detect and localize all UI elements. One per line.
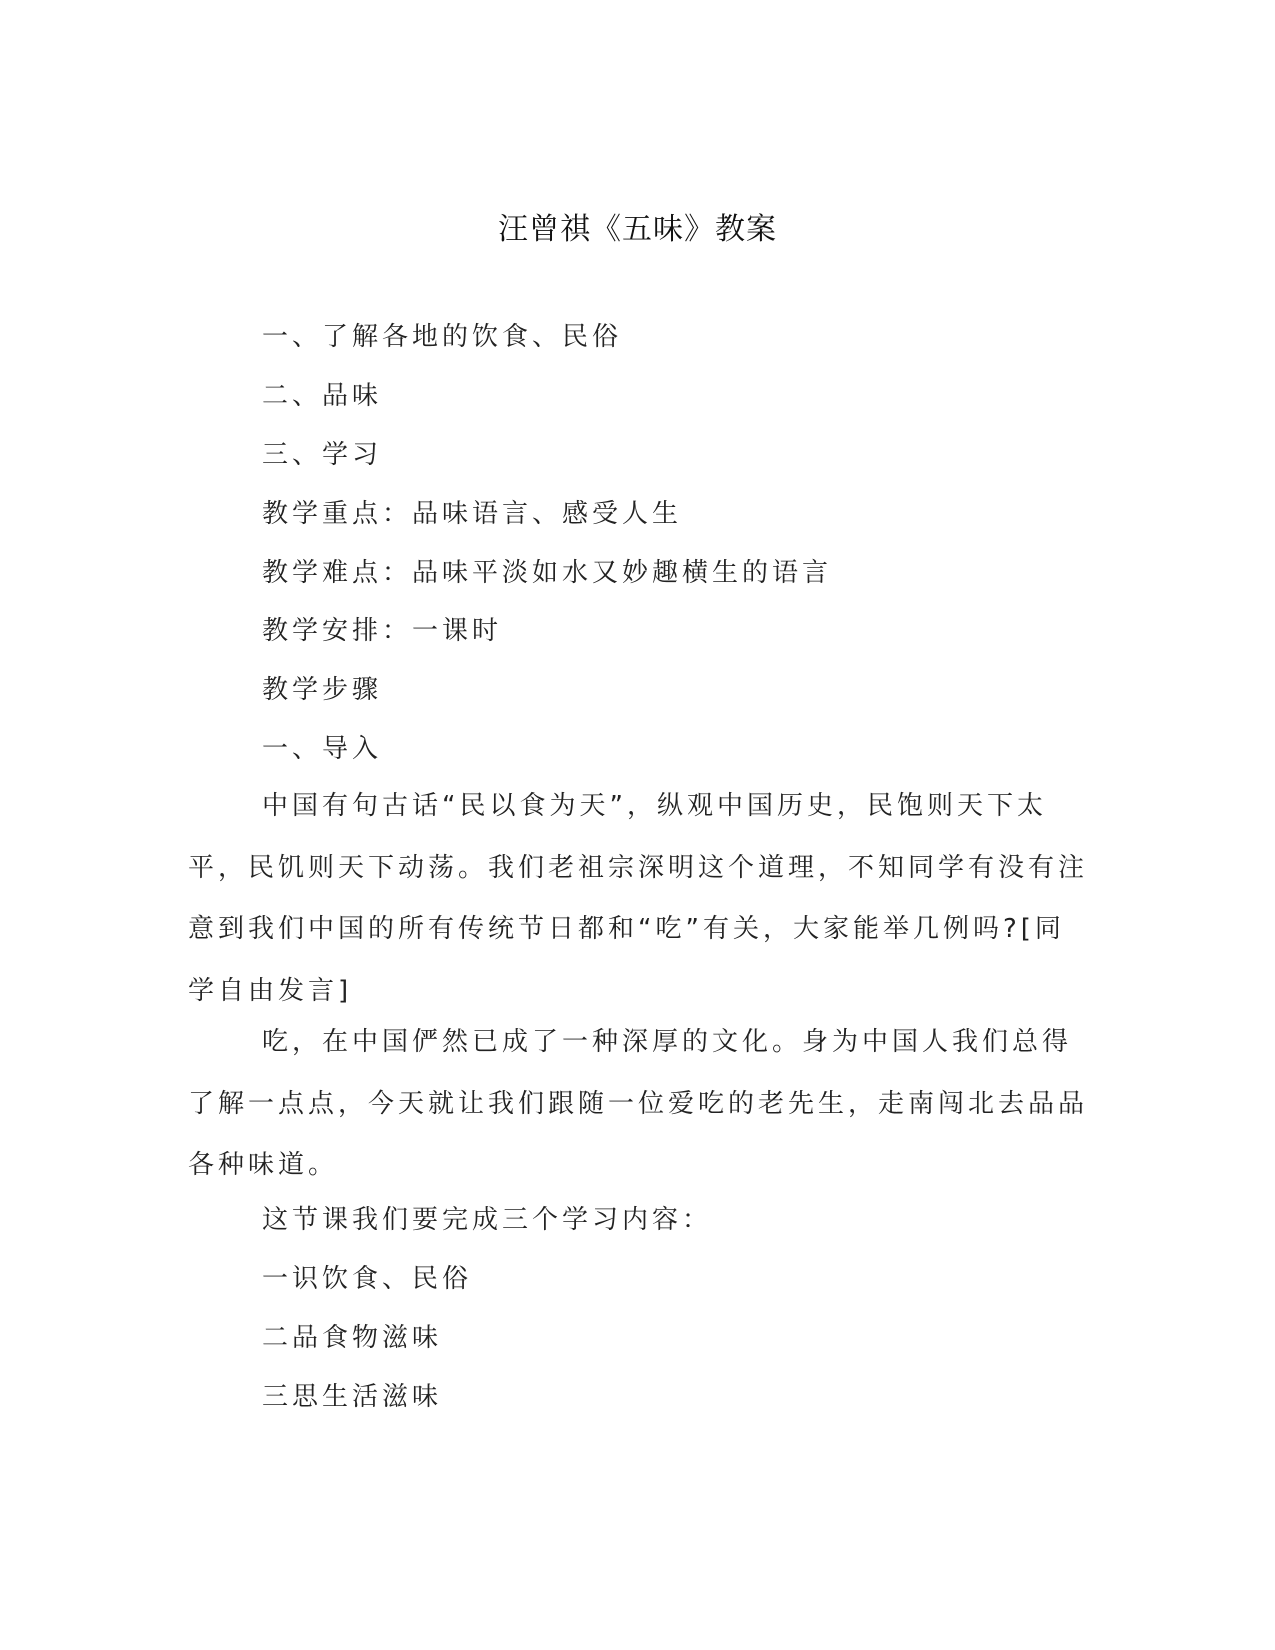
section-one-heading: 一、导入 (262, 734, 383, 764)
objective-item-3: 三、学习 (262, 440, 383, 470)
key-point: 教学重点：品味语言、感受人生 (262, 499, 683, 529)
intro-paragraph-1: 中国有句古话“民以食为天”，纵观中国历史，民饱则天下太平，民饥则天下动荡。我们老祖宗深明这个道理，不知同学有没有注意到我们中国的所有传统节日都和“吃”有关，大家能举几例吗?[同学自由发言] (188, 791, 1089, 1006)
task-item-2: 二品食物滋味 (262, 1323, 443, 1353)
difficulty: 教学难点：品味平淡如水又妙趣横生的语言 (262, 558, 833, 588)
objective-item-2: 二、品味 (262, 381, 383, 411)
task-item-1: 一识饮食、民俗 (262, 1264, 473, 1294)
tasks-intro: 这节课我们要完成三个学习内容： (262, 1205, 713, 1235)
document-title: 汪曾祺《五味》教案 (498, 212, 777, 247)
steps-heading: 教学步骤 (262, 675, 383, 705)
objective-item-1: 一、了解各地的饮食、民俗 (262, 322, 623, 352)
task-item-3: 三思生活滋味 (262, 1382, 443, 1412)
schedule: 教学安排：一课时 (262, 616, 503, 646)
intro-paragraph-2: 吃，在中国俨然已成了一种深厚的文化。身为中国人我们总得了解一点点，今天就让我们跟随一位爱吃的老先生，走南闯北去品品各种味道。 (188, 1027, 1089, 1180)
